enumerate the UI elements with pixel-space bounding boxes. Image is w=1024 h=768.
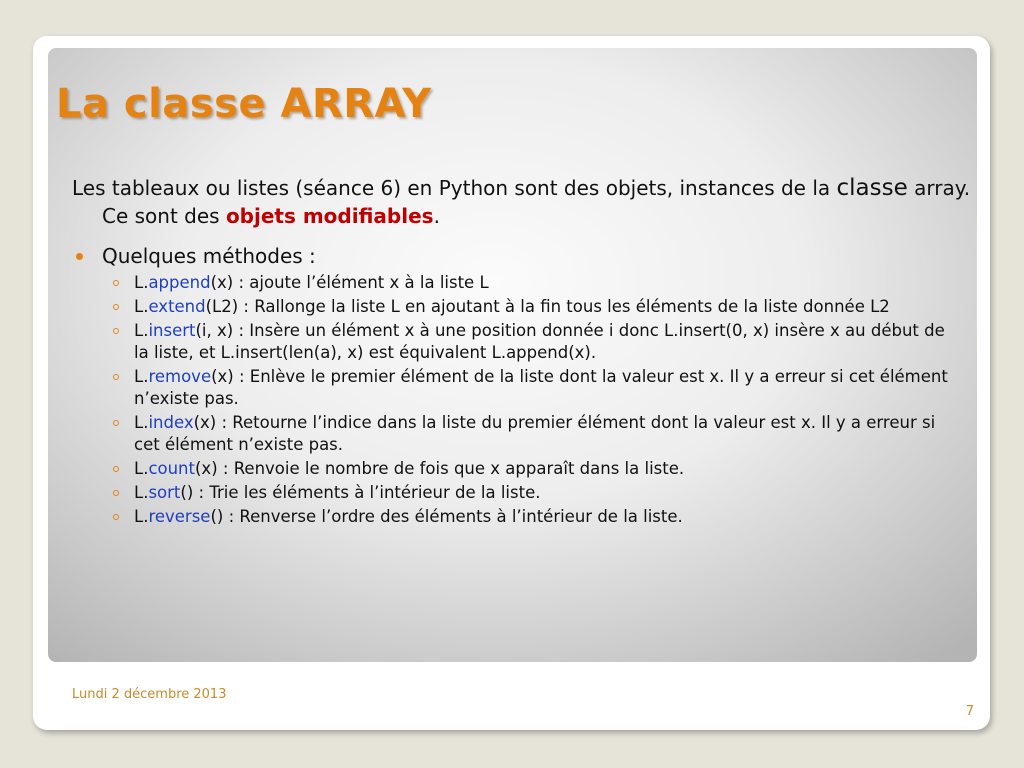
method-desc: (L2) : Rallonge la liste L en ajoutant à la fin tous les éléments de la liste donnée L2 xyxy=(205,297,890,316)
footer-date: Lundi 2 décembre 2013 xyxy=(72,687,227,702)
method-prefix: L. xyxy=(134,413,149,432)
methods-heading-text: Quelques méthodes : xyxy=(102,244,316,268)
method-desc: (x) : Retourne l’indice dans la liste du premier élément dont la valeur est x. Il y a erreur si cet élément n’existe pas. xyxy=(134,413,936,454)
method-name: extend xyxy=(148,297,206,316)
method-name: sort xyxy=(148,483,181,502)
ring-bullet-icon xyxy=(113,514,119,520)
ring-bullet-icon xyxy=(113,328,119,334)
method-desc: () : Renverse l’ordre des éléments à l’intérieur de la liste. xyxy=(210,507,683,526)
method-desc: () : Trie les éléments à l’intérieur de la liste. xyxy=(180,483,541,502)
method-prefix: L. xyxy=(134,273,149,292)
method-desc: (x) : Renvoie le nombre de fois que x apparaît dans la liste. xyxy=(195,459,685,478)
bullet-dot-icon xyxy=(76,253,83,260)
method-prefix: L. xyxy=(134,367,149,386)
method-name: index xyxy=(148,413,194,432)
ring-bullet-icon xyxy=(113,280,119,286)
ring-bullet-icon xyxy=(113,466,119,472)
method-prefix: L. xyxy=(134,297,149,316)
method-desc: (x) : Enlève le premier élément de la liste dont la valeur est x. Il y a erreur si cet élément n’existe pas. xyxy=(134,367,948,408)
method-prefix: L. xyxy=(134,321,149,340)
method-item-extend xyxy=(112,296,962,318)
method-name: remove xyxy=(148,367,212,386)
ring-bullet-icon xyxy=(113,420,119,426)
ring-bullet-icon xyxy=(113,490,119,496)
intro-text-1: Les tableaux ou listes (séance 6) en Python sont des objets, instances de la xyxy=(72,176,837,200)
method-desc: (x) : ajoute l’élément x à la liste L xyxy=(210,273,489,292)
method-item-index xyxy=(112,412,962,456)
method-item-remove xyxy=(112,366,962,410)
ring-bullet-icon xyxy=(113,304,119,310)
method-item-append xyxy=(112,272,962,294)
method-prefix: L. xyxy=(134,507,149,526)
intro-classe-word: classe xyxy=(836,175,908,201)
method-name: append xyxy=(148,273,211,292)
intro-text-2: array. Ce sont des xyxy=(102,176,971,228)
method-item-count xyxy=(112,458,962,480)
method-prefix: L. xyxy=(134,459,149,478)
slide-title: La classe ARRAY xyxy=(56,81,432,127)
method-item-sort xyxy=(112,482,962,504)
method-item-insert xyxy=(112,320,962,364)
intro-emphasis: objets modifiables xyxy=(225,204,434,228)
methods-heading xyxy=(72,242,962,270)
method-item-reverse xyxy=(112,506,962,528)
method-name: reverse xyxy=(148,507,211,526)
methods-list xyxy=(72,272,962,528)
method-prefix: L. xyxy=(134,483,149,502)
intro-paragraph xyxy=(72,174,992,230)
intro-text-3: . xyxy=(433,204,440,228)
method-name: insert xyxy=(148,321,196,340)
page-number: 7 xyxy=(965,704,974,719)
ring-bullet-icon xyxy=(113,374,119,380)
method-name: count xyxy=(148,459,195,478)
methods-section xyxy=(72,242,962,530)
method-desc: (i, x) : Insère un élément x à une position donnée i donc L.insert(0, x) insère x au début de la liste, et L.insert(len(a), x) est équivalent L.append(x). xyxy=(134,321,945,362)
